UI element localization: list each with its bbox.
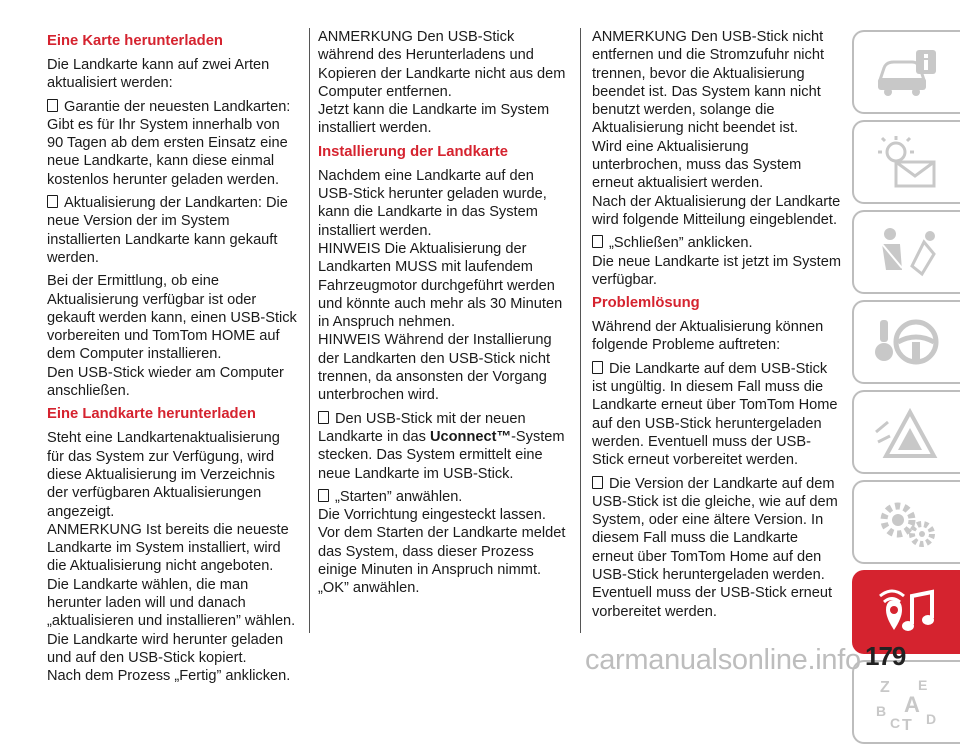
tab-safety[interactable] (852, 210, 960, 294)
index-letter: C (890, 715, 901, 731)
paragraph: Die Landkarte kann auf zwei Arten aktualisiert werden: (47, 57, 270, 92)
bullet-item: „Schließen” anklicken. (592, 234, 842, 252)
index-letter: B (876, 703, 887, 719)
tab-starting-driving[interactable] (852, 300, 960, 384)
bullet-item: Garantie der neuesten Landkarten: Gibt es für Ihr System innerhalb von 90 Tagen ab dem ersten Einsatz eine neue Landkarte, kann diese einmal kostenlos herunter geladen werden. (47, 98, 291, 188)
index-letter: Z (880, 679, 890, 696)
bullet-item: Die Version der Landkarte auf dem USB-Stick ist die gleiche, wie auf dem System, oder eine ältere Version. In diesem Fall muss die Landkarte erneut über TomTom Home auf den USB-Stick heruntergeladen werden. Eventuell muss der USB-Stick erneut vorbereitet werden. (592, 475, 838, 620)
safety-airbag-icon (872, 222, 942, 282)
index-letter: A (904, 692, 920, 717)
paragraph: Den USB-Stick wieder am Computer anschließen. (47, 364, 284, 400)
heading-download-landkarte: Eine Landkarte herunterladen (47, 406, 256, 423)
paragraph: ANMERKUNG Ist bereits die neueste Landkarte im System installiert, wird die Aktualisierung nicht angeboten. (47, 521, 289, 575)
text-column-2 (318, 28, 571, 603)
checkbox-bullet-icon (318, 411, 329, 424)
paragraph: Nach der Aktualisierung der Landkarte wird folgende Mitteilung eingeblendet. (592, 193, 841, 228)
paragraph: Während der Aktualisierung können folgende Probleme auftreten: (592, 319, 824, 354)
bullet-item: Aktualisierung der Landkarten: Die neue Version der im System installierten Landkarte kann gekauft werden. (47, 195, 288, 266)
index-letter: T (902, 717, 912, 732)
checkbox-bullet-icon (47, 99, 58, 112)
watermark: carmanualsonline.info (585, 644, 861, 676)
paragraph: Nachdem eine Landkarte auf den USB-Stick herunter geladen wurde, kann die Landkarte in das System installiert werden. (318, 167, 547, 239)
checkbox-bullet-icon (47, 195, 58, 208)
paragraph: ANMERKUNG Den USB-Stick während des Herunterladens und Kopieren der Landkarte nicht aus dem Computer entfernen. (318, 29, 566, 100)
text-column-3 (592, 28, 842, 626)
paragraph: Steht eine Landkartenaktualisierung für das System zur Verfügung, wird diese Aktualisierung im Verzeichnis der verfügbaren Aktualisierungen angezeigt. (47, 430, 280, 520)
heading-troubleshooting: Problemlösung (592, 295, 700, 312)
paragraph: Nach dem Prozess „Fertig” anklicken. (47, 668, 291, 685)
paragraph: Jetzt kann die Landkarte im System installiert werden. (318, 102, 550, 137)
multimedia-note-icon (872, 582, 942, 642)
tab-car-info[interactable] (852, 30, 960, 114)
brand-name: Uconnect™ (429, 428, 512, 445)
checkbox-bullet-icon (592, 476, 603, 489)
tab-dashboard-lights[interactable] (852, 120, 960, 204)
paragraph: HINWEIS Während der Installierung der Landkarten den USB-Stick nicht trennen, da ansonsten der Vorgang unterbrochen wird. (318, 332, 552, 404)
column-divider-1 (309, 28, 310, 633)
bullet-item: Die Landkarte auf dem USB-Stick ist ungültig. In diesem Fall muss die Landkarte erneut über TomTom Home auf den USB-Stick heruntergeladen werden. Eventuell muss der USB-Stick erneut vorbereitet werden. (592, 360, 838, 469)
dashboard-lights-icon (872, 132, 942, 192)
bullet-item: Den USB-Stick mit der neuen Landkarte in das Uconnect™-System stecken. Das System ermittelt eine neue Landkarte im USB-Stick. (318, 410, 565, 482)
paragraph: Die Vorrichtung eingesteckt lassen. Vor dem Starten der Landkarte meldet das System, dass dieser Prozess einige Minuten in Anspruch nimmt. „OK” anwählen. (318, 507, 566, 597)
paragraph: Bei der Ermittlung, ob eine Aktualisierung verfügbar ist oder gekauft werden kann, einen USB-Stick vorbereiten und TomTom HOME auf dem Computer installieren. (47, 273, 297, 363)
car-info-icon (872, 42, 942, 102)
paragraph: ANMERKUNG Den USB-Stick nicht entfernen und die Stromzufuhr nicht trennen, bevor die Aktualisierung beendet ist. Das System kann nicht benutzt werden, solange die Aktualisierung nicht beendet ist. (592, 29, 825, 137)
paragraph: Die Landkarte wählen, die man herunter laden will und danach „aktualisieren und installieren” wählen. (47, 576, 296, 630)
paragraph: HINWEIS Die Aktualisierung der Landkarten MUSS mit laufendem Fahrzeugmotor durchgeführt werden und könnte auch mehr als 30 Minuten in Anspruch nehmen. (318, 240, 563, 331)
checkbox-bullet-icon (592, 361, 603, 374)
paragraph: Die neue Landkarte ist jetzt im System verfügbar. (592, 253, 842, 288)
paragraph: Wird eine Aktualisierung unterbrochen, muss das System erneut aktualisiert werden. (592, 138, 802, 192)
tab-maintenance[interactable] (852, 480, 960, 564)
text-column-1 (47, 28, 299, 691)
heading-download-map: Eine Karte herunterladen (47, 33, 223, 49)
heading-install-map: Installierung der Landkarte (318, 143, 508, 160)
tab-index[interactable] (852, 660, 960, 744)
key-steering-wheel-icon (872, 312, 942, 372)
index-letter: D (926, 711, 937, 727)
page-number: 179 (865, 641, 906, 671)
checkbox-bullet-icon (592, 235, 603, 248)
index-letter: E (918, 677, 928, 693)
warning-triangle-icon (872, 402, 942, 462)
checkbox-bullet-icon (318, 489, 329, 502)
bullet-item: „Starten” anwählen. (318, 488, 571, 506)
tab-emergency[interactable] (852, 390, 960, 474)
column-divider-2 (580, 28, 581, 633)
alphabetical-index-icon (872, 672, 942, 732)
paragraph: Die Landkarte wird herunter geladen und auf den USB-Stick kopiert. (47, 631, 284, 666)
maintenance-gears-icon (872, 492, 942, 552)
